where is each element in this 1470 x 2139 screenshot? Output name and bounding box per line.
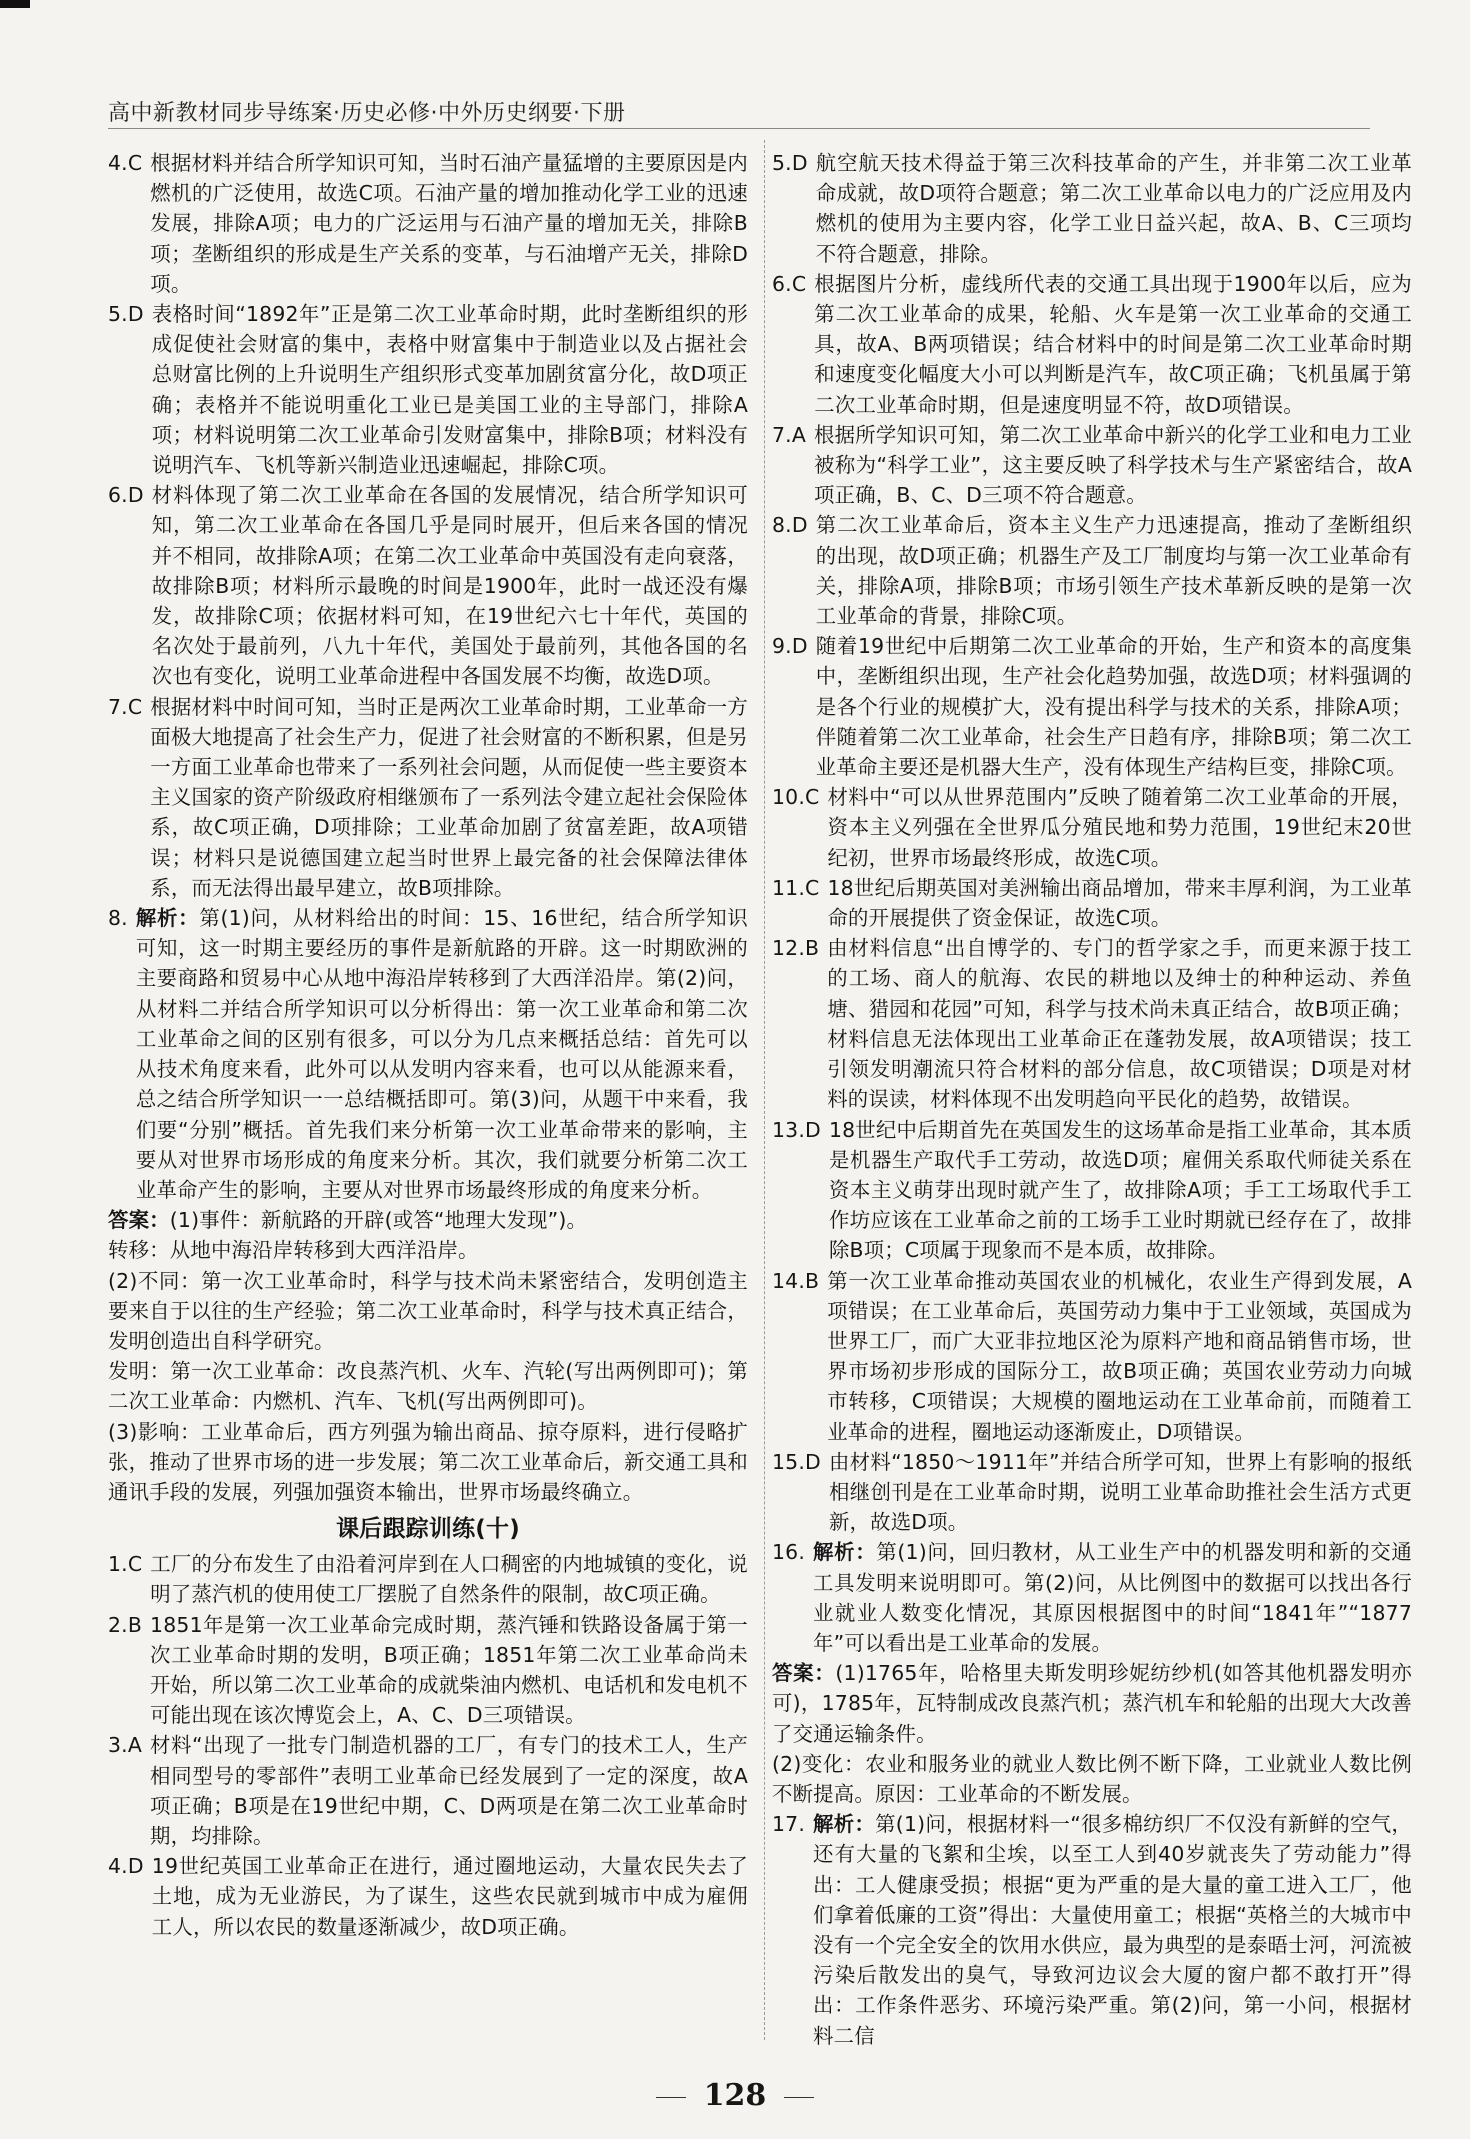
item-number: 6.C (772, 271, 807, 296)
item-text: 根据图片分析，虚线所代表的交通工具出现于1900年以后，应为第二次工业革命的成果，轮船、火车是第一次工业革命的交通工具，故A、B两项错误；结合材料中的时间是第二次工业革命时期和速度变化幅度大小可以判断是汽车，故C项正确；飞机虽属于第二次工业革命时期，但是速度明显不符，故D项错误。 (814, 271, 1412, 417)
answer-transfer: 转移：从地中海沿岸转移到大西洋沿岸。 (108, 1238, 479, 1263)
header-rule (108, 128, 1370, 129)
left-column (108, 148, 748, 1942)
item-number: 8.D (772, 513, 808, 538)
answer-item-13r (772, 1115, 1412, 1266)
analysis-label: 解析： (813, 1812, 876, 1837)
item-number: 10.C (772, 785, 820, 810)
item-number: 3.A (108, 1733, 143, 1758)
item-number: 16. (772, 1540, 806, 1565)
item-text: 第一次工业革命推动英国农业的机械化，农业生产得到发展，A项错误；在工业革命后，英国劳动力集中于工业领域，英国成为世界工厂，而广大亚非拉地区沦为原料产地和商品销售市场，世界市场初步形成的国际分工，故B项正确；英国农业劳动力向城市转移，C项错误；大规模的圈地运动在工业革命前，而随着工业革命的进程，圈地运动逐渐废止，D项错误。 (827, 1268, 1412, 1444)
item-text: 1851年是第一次工业革命完成时期，蒸汽锤和铁路设备属于第一次工业革命时期的发明，B项正确；1851年第二次工业革命尚未开始，所以第二次工业革命的成就柴油内燃机、电话机和发电机不可能出现在该次博览会上，A、C、D三项错误。 (150, 1612, 748, 1728)
answer-inventions: 发明：第一次工业革命：改良蒸汽机、火车、汽轮(写出两例即可)；第二次工业革命：内燃机、汽车、飞机(写出两例即可)。 (108, 1359, 748, 1414)
answer-part-1: (1)1765年，哈格里夫斯发明珍妮纺纱机(如答其他机器发明亦可)，1785年，瓦特制成改良蒸汽机；蒸汽机车和轮船的出现大大改善了交通运输条件。 (772, 1661, 1412, 1746)
item-text: 第二次工业革命后，资本主义生产力迅速提高，推动了垄断组织的出现，故D项正确；机器生产及工厂制度均与第一次工业革命有关，排除A项，排除B项；市场引领生产技术革新反映的是第一次工业革命的背景，排除C项。 (815, 513, 1412, 629)
answer-item-7r (772, 420, 1412, 511)
item-text: 表格时间“1892年”正是第二次工业革命时期，此时垄断组织的形成促使社会财富的集中，表格中财富集中于制造业以及占据社会总财富比例的上升说明生产组织形式变革加剧贫富分化，故D项正确；表格并不能说明重化工业已是美国工业的主导部门，排除A项；材料说明第二次工业革命引发财富集中，排除B项；材料没有说明汽车、飞机等新兴制造业迅速崛起，排除C项。 (151, 302, 748, 478)
item-text: 根据材料中时间可知，当时正是两次工业革命时期，工业革命一方面极大地提高了社会生产力，促进了社会财富的不断积累，但是另一方面工业革命也带来了一系列社会问题，从而促使一些主要资本主义国家的资产阶级政府相继颁布了一系列法令建立起社会保险体系，故C项正确，D项排除；工业革命加剧了贫富差距，故A项错误；材料只是说德国建立起当时世界上最完备的社会保障法律体系，而无法得出最早建立，故B项排除。 (150, 694, 748, 900)
item-number: 13.D (772, 1117, 821, 1142)
answer-item-10r (772, 782, 1412, 873)
item-text: 由材料信息“出自博学的、专门的哲学家之手，而更来源于技工的工场、商人的航海、农民的耕地以及绅士的种种运动、养鱼塘、猎园和花园”可知，科学与技术尚未真正结合，故B项正确；材料信息无法体现出工业革命正在蓬勃发展，故A项错误；技工引领发明潮流只符合材料的部分信息，故C项错误；D项是对材料的误读，材料体现不出发明趋向平民化的趋势，故错误。 (827, 936, 1412, 1112)
item-text: 18世纪后期英国对美洲输出商品增加，带来丰厚利润，为工业革命的开展提供了资金保证，故选C项。 (827, 875, 1412, 931)
item-text: 根据材料并结合所学知识可知，当时石油产量猛增的主要原因是内燃机的广泛使用，故选C项。石油产量的增加推动化学工业的迅速发展，排除A项；电力的广泛运用与石油产量的增加无关，排除B项；垄断组织的形成是生产关系的变革，与石油增产无关，排除D项。 (150, 151, 748, 296)
item-number: 12.B (772, 936, 820, 961)
page-number (0, 2078, 1470, 2113)
analysis-text: 第(1)问，根据材料一“很多棉纺织厂不仅没有新鲜的空气，还有大量的飞絮和尘埃，以至工人到40岁就丧失了劳动能力”得出：工人健康受损；根据“更为严重的是大量的童工进入工厂，他们拿着低廉的工资”得出：大量使用童工；根据“英格兰的大城市中没有一个完全安全的饮用水供应，最为典型的是泰晤士河，河流被污染后散发出的臭气，导致河边议会大厦的窗户都不敢打开”得出：工作条件恶劣、环境污染严重。第(2)问，第一小问，根据材料二信 (813, 1812, 1412, 2048)
item-number: 6.D (108, 483, 144, 508)
answer-label: 答案： (772, 1661, 836, 1686)
answer-item-8 (108, 903, 748, 1205)
answer-item-4 (108, 148, 748, 299)
item-text: 随着19世纪中后期第二次工业革命的开始，生产和资本的高度集中，垄断组织出现，生产社会化趋势加强，故选D项；材料强调的是各个行业的规模扩大，没有提出科学与技术的关系，排除A项；伴随着第二次工业革命，社会生产日趋有序，排除B项；第二次工业革命主要还是机器大生产，没有体现生产结构巨变，排除C项。 (815, 634, 1412, 780)
item-number: 7.C (108, 694, 143, 719)
page-number-text: 128 (703, 2078, 767, 2113)
answer-part-1: (1)事件：新航路的开辟(或答“地理大发现”)。 (169, 1208, 588, 1233)
answer-part-2: (2)变化：农业和服务业的就业人数比例不断下降，工业就业人数比例不断提高。原因：工业革命的不断发展。 (772, 1751, 1412, 1806)
answer-item-15r (772, 1447, 1412, 1538)
answer-item-16r (772, 1537, 1412, 1658)
analysis-text: 第(1)问，从材料给出的时间：15、16世纪，结合所学知识可知，这一时期主要经历的事件是新航路的开辟。这一时期欧洲的主要商路和贸易中心从地中海沿岸转移到了大西洋沿岸。第(2)问，从材料二并结合所学知识可以分析得出：第一次工业革命和第二次工业革命之间的区别有很多，可以分为几点来概括总结：首先可以从技术角度来看，此外可以从发明内容来看，也可以从能源来看，总之结合所学知识一一总结概括即可。第(3)问，从题干中来看，我们要“分别”概括。首先我们来分析第一次工业革命带来的影响，主要从对世界市场形成的角度来分析。其次，我们就要分析第二次工业革命产生的影响，主要从对世界市场最终形成的角度来分析。 (135, 906, 748, 1202)
answer-item-2 (108, 1610, 748, 1731)
answer-block-8 (108, 1205, 748, 1235)
item-text (813, 1537, 1412, 1658)
folio-dash-left (656, 2097, 686, 2098)
answer-item-5r (772, 148, 1412, 269)
analysis-label: 解析： (135, 906, 200, 931)
item-text: 航空航天技术得益于第三次科技革命的产生，并非第二次工业革命成就，故D项符合题意；第二次工业革命以电力的广泛应用及内燃机的使用为主要内容，化学工业日益兴起，故A、B、C三项均不符合题意，排除。 (815, 151, 1412, 266)
right-column (772, 148, 1412, 2051)
answer-item-11r (772, 873, 1412, 933)
answer-part-3: (3)影响：工业革命后，西方列强为输出商品、掠夺原料，进行侵略扩张，推动了世界市场的进一步发展；第二次工业革命后，新交通工具和通讯手段的发展，列强加强资本输出，世界市场最终确立。 (108, 1419, 748, 1504)
answer-block-16 (772, 1658, 1412, 1749)
item-number: 14.B (772, 1268, 820, 1293)
item-text: 材料中“可以从世界范围内”反映了随着第二次工业革命的开展，资本主义列强在全世界瓜分殖民地和势力范围，19世纪末20世纪初，世界市场最终形成，故选C项。 (827, 785, 1412, 870)
answer-item-8r (772, 510, 1412, 631)
item-number: 17. (772, 1812, 806, 1837)
item-number: 15.D (772, 1449, 821, 1474)
answer-item-9r (772, 631, 1412, 782)
item-number: 7.A (772, 422, 807, 447)
item-number: 4.D (108, 1854, 144, 1879)
answer-item-4b (108, 1851, 748, 1942)
corner-crop-mark (0, 0, 30, 8)
item-number: 9.D (772, 634, 808, 659)
item-number: 11.C (772, 875, 820, 900)
answer-item-3 (108, 1730, 748, 1851)
item-number: 5.D (108, 302, 144, 327)
answer-label: 答案： (108, 1208, 170, 1233)
item-text: 18世纪中后期首先在英国发生的这场革命是指工业革命，其本质是机器生产取代手工劳动，故选D项；雇佣关系取代师徒关系在资本主义萌芽出现时就产生了，故排除A项；手工工场取代手工作坊应该在工业革命之前的工场手工业时期就已经存在了，故排除B项；C项属于现象而不是本质，故排除。 (828, 1117, 1412, 1263)
answer-item-17r (772, 1809, 1412, 2051)
folio-dash-right (784, 2097, 814, 2098)
item-number: 1.C (108, 1552, 143, 1577)
item-number: 8. (108, 906, 128, 931)
running-title: 高中新教材同步导练案·历史必修·中外历史纲要·下册 (108, 101, 626, 126)
column-divider (764, 140, 765, 2040)
item-text: 19世纪英国工业革命正在进行，通过圈地运动，大量农民失去了土地，成为无业游民，为了谋生，这些农民就到城市中成为雇佣工人，所以农民的数量逐渐减少，故D项正确。 (151, 1854, 748, 1939)
answer-item-7 (108, 692, 748, 903)
item-number: 4.C (108, 151, 143, 175)
item-text (813, 1809, 1412, 2051)
item-text: 工厂的分布发生了由沿着河岸到在人口稠密的内地城镇的变化，说明了蒸汽机的使用使工厂摆脱了自然条件的限制，故C项正确。 (150, 1552, 748, 1607)
answer-item-12r (772, 933, 1412, 1114)
analysis-label: 解析： (813, 1540, 877, 1565)
item-text (136, 903, 748, 1205)
answer-item-14r (772, 1266, 1412, 1447)
item-text: 材料体现了第二次工业革命在各国的发展情况，结合所学知识可知，第二次工业革命在各国几乎是同时展开，但后来各国的情况并不相同，故排除A项；在第二次工业革命中英国没有走向衰落，故排除B项；材料所示最晚的时间是1900年，此时一战还没有爆发，故排除C项；依据材料可知，在19世纪六七十年代，英国的名次处于最前列，八九十年代，美国处于最前列，其他各国的名次也有变化，说明工业革命进程中各国发展不均衡，故选D项。 (151, 483, 748, 689)
item-text: 材料“出现了一批专门制造机器的工厂，有专门的技术工人，生产相同型号的零部件”表明工业革命已经发展到了一定的深度，故A项正确；B项是在19世纪中期，C、D两项是在第二次工业革命时期，均排除。 (150, 1733, 748, 1848)
section-title: 课后跟踪训练(十) (336, 1516, 520, 1543)
answer-item-6 (108, 480, 748, 691)
answer-item-5 (108, 299, 748, 480)
item-text: 根据所学知识可知，第二次工业革命中新兴的化学工业和电力工业被称为“科学工业”，这主要反映了科学技术与生产紧密结合，故A项正确，B、C、D三项不符合题意。 (814, 422, 1412, 508)
answer-item-6r (772, 269, 1412, 420)
analysis-text: 第(1)问，回归教材，从工业生产中的机器发明和新的交通工具发明来说明即可。第(2)问，从比例图中的数据可以找出各行业就业人数变化情况，其原因根据图中的时间“1841年”“1877年”可以看出是工业革命的发展。 (813, 1540, 1412, 1655)
answer-item-1 (108, 1549, 748, 1609)
item-text: 由材料“1850～1911年”并结合所学可知，世界上有影响的报纸相继创刊是在工业革命时期，说明工业革命助推社会生活方式更新，故选D项。 (828, 1449, 1412, 1535)
item-number: 5.D (772, 151, 808, 175)
item-number: 2.B (108, 1612, 143, 1637)
answer-part-2: (2)不同：第一次工业革命时，科学与技术尚未紧密结合，发明创造主要来自于以往的生产经验；第二次工业革命时，科学与技术真正结合，发明创造出自科学研究。 (108, 1268, 748, 1353)
